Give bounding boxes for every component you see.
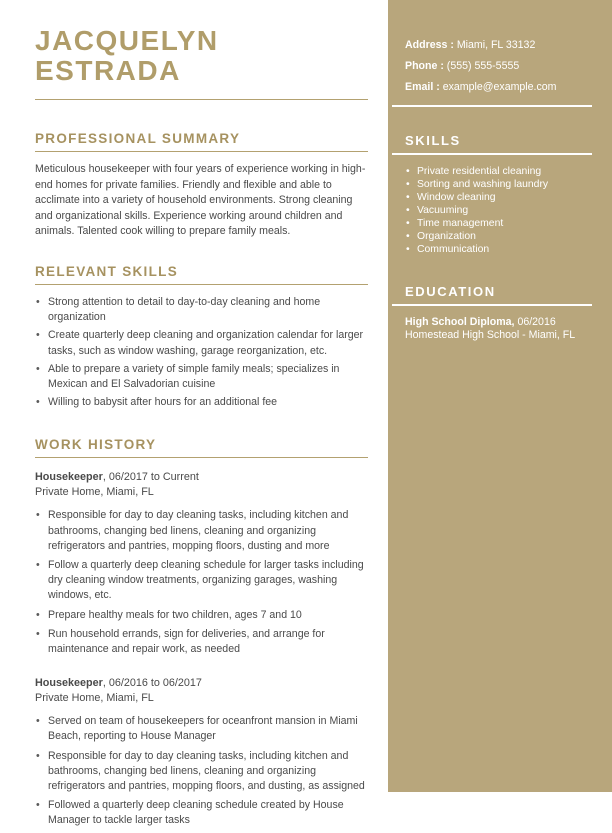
contact-email-value: example@example.com bbox=[442, 81, 557, 93]
professional-summary-title: PROFESSIONAL SUMMARY bbox=[35, 131, 368, 152]
sidebar bbox=[388, 0, 612, 792]
contact-phone bbox=[405, 61, 592, 72]
contact-phone-label: Phone : bbox=[405, 60, 444, 72]
relevant-skills-title: RELEVANT SKILLS bbox=[35, 264, 368, 285]
education-divider bbox=[392, 304, 592, 306]
job-duties-list bbox=[35, 508, 368, 657]
skills-list bbox=[405, 165, 592, 256]
job-company: Private Home, Miami, FL bbox=[35, 692, 154, 705]
contact-divider bbox=[392, 105, 592, 107]
job-role: Housekeeper bbox=[35, 471, 103, 484]
contact-email bbox=[405, 82, 592, 93]
job-entry bbox=[35, 470, 368, 657]
education-school: Homestead High School - Miami, FL bbox=[405, 328, 576, 341]
contact-address-label: Address : bbox=[405, 39, 454, 51]
list-item: • Communication bbox=[405, 243, 592, 256]
job-company: Private Home, Miami, FL bbox=[35, 486, 154, 499]
education-date: 06/2016 bbox=[517, 316, 556, 328]
list-item: • Run household errands, sign for deliveries, and arrange for maintenance and repair work, as needed bbox=[35, 627, 368, 657]
education-degree-line bbox=[405, 316, 592, 329]
list-item: • Time management bbox=[405, 217, 592, 230]
education-degree: High School Diploma, bbox=[405, 316, 515, 328]
relevant-skills-list bbox=[35, 295, 368, 410]
job-title-line bbox=[35, 470, 368, 485]
list-item: • Window cleaning bbox=[405, 191, 592, 204]
candidate-last-name: ESTRADA bbox=[35, 55, 181, 86]
list-item: • Vacuuming bbox=[405, 204, 592, 217]
list-item: • Organization bbox=[405, 230, 592, 243]
list-item: • Sorting and washing laundry bbox=[405, 178, 592, 191]
list-item: • Able to prepare a variety of simple family meals; specializes in Mexican and El Salvadorian cuisine bbox=[35, 362, 368, 392]
contact-email-label: Email : bbox=[405, 81, 440, 93]
section-skills bbox=[405, 133, 592, 256]
list-item: • Create quarterly deep cleaning and organization calendar for larger tasks, such as window washing, garage reorganization, etc. bbox=[35, 328, 368, 358]
professional-summary-text: Meticulous housekeeper with four years of experience working in high-end homes for private families. Friendly and flexible and able to acclimate into a variety of household environments. Strong cleaning and organizational skills. Experience working around children and animals. Talented cook willing to prepare family meals. bbox=[35, 163, 366, 238]
list-item: • Willing to babysit after hours for an additional fee bbox=[35, 395, 368, 410]
candidate-first-name: JACQUELYN bbox=[35, 25, 219, 56]
job-entry bbox=[35, 676, 368, 828]
list-item: • Responsible for day to day cleaning tasks, including kitchen and bathrooms, changing bed linens, cleaning and organizing refrigerators and pantries, mopping floors, and dusting, as assigned bbox=[35, 749, 368, 795]
candidate-name bbox=[35, 26, 368, 86]
contact-address bbox=[405, 40, 592, 51]
job-duties-list bbox=[35, 714, 368, 828]
education-title: EDUCATION bbox=[405, 284, 496, 299]
list-item: • Follow a quarterly deep cleaning schedule for larger tasks including dry cleaning window treatments, organizing garages, washing windows, etc. bbox=[35, 558, 368, 604]
section-relevant-skills bbox=[35, 264, 368, 410]
work-history-title: WORK HISTORY bbox=[35, 437, 368, 458]
name-divider bbox=[35, 99, 368, 100]
list-item: • Served on team of housekeepers for oceanfront mansion in Miami Beach, reporting to House Manager bbox=[35, 714, 368, 744]
list-item: • Strong attention to detail to day-to-day cleaning and home organization bbox=[35, 295, 368, 325]
job-title-line bbox=[35, 676, 368, 691]
section-work-history bbox=[35, 437, 368, 828]
job-role: Housekeeper bbox=[35, 677, 103, 690]
section-professional-summary bbox=[35, 131, 368, 240]
main-column bbox=[35, 0, 368, 833]
list-item: • Private residential cleaning bbox=[405, 165, 592, 178]
contact-phone-value: (555) 555-5555 bbox=[446, 60, 520, 72]
contact-address-value: Miami, FL 33132 bbox=[456, 39, 536, 51]
contact-block bbox=[405, 40, 592, 93]
job-dates: , 06/2016 to 06/2017 bbox=[102, 677, 202, 690]
skills-title: SKILLS bbox=[405, 133, 461, 148]
list-item: • Followed a quarterly deep cleaning schedule created by House Manager to tackle larger tasks bbox=[35, 798, 368, 828]
list-item: • Prepare healthy meals for two children, ages 7 and 10 bbox=[35, 608, 368, 623]
section-education bbox=[405, 284, 592, 342]
job-dates: , 06/2017 to Current bbox=[102, 471, 199, 484]
skills-divider bbox=[392, 153, 592, 155]
list-item: • Responsible for day to day cleaning tasks, including kitchen and bathrooms, changing bed linens, cleaning and organizing refrigerators and pantries, mopping floors, dusting and more bbox=[35, 508, 368, 554]
